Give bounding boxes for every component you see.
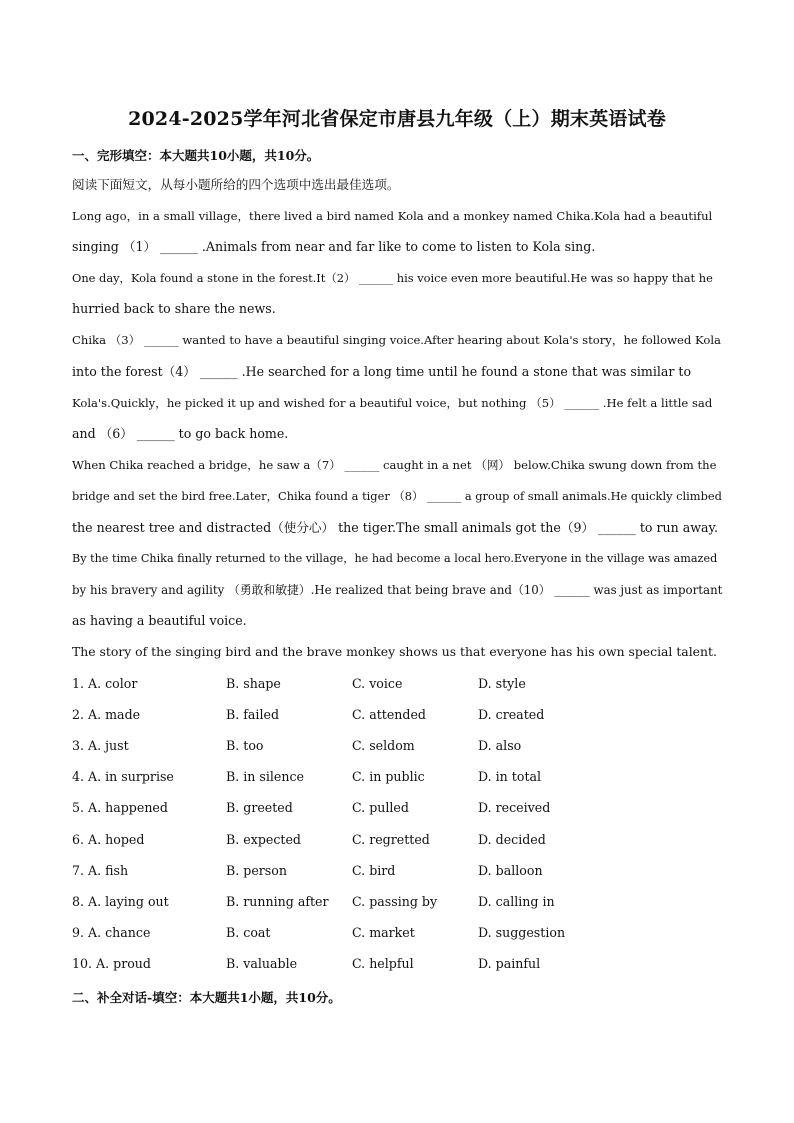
passage-line: The story of the singing bird and the brave monkey shows us that everyone has his own special talent. (72, 644, 717, 659)
option-a[interactable]: 5. A. happened (72, 800, 168, 815)
option-a[interactable]: 4. A. in surprise (72, 769, 174, 784)
passage-line: Long ago，in a small village，there lived a bird named Kola and a monkey named Chika.Kola had a beautiful (72, 209, 713, 223)
option-b[interactable]: B. valuable (226, 956, 298, 971)
question-options (72, 863, 722, 879)
passage-line: bridge and set the bird free.Later，Chika found a tiger （8） ______ a group of small animals.He quickly climbed (72, 489, 722, 503)
question-options (72, 832, 722, 848)
option-d[interactable]: D. created (478, 707, 545, 722)
option-b[interactable]: B. expected (226, 832, 301, 847)
passage-line: the nearest tree and distracted（使分心） the tiger.The small animals got the（9） ______ to run away. (72, 520, 718, 535)
option-a[interactable]: 8. A. laying out (72, 894, 169, 909)
option-b[interactable]: B. greeted (226, 800, 293, 815)
option-d[interactable]: D. balloon (478, 863, 543, 878)
question-options (72, 676, 722, 692)
passage-line: into the forest（4） ______ .He searched for a long time until he found a stone that was similar to (72, 364, 692, 379)
option-a[interactable]: 6. A. hoped (72, 832, 145, 847)
question-options (72, 800, 722, 816)
passage-line: by his bravery and agility （勇敢和敏捷）.He realized that being brave and（10） ______ was just as important (72, 583, 723, 597)
option-c[interactable]: C. attended (352, 707, 426, 722)
passage-line: as having a beautiful voice. (72, 613, 247, 628)
passage-line: singing （1） ______ .Animals from near and far like to come to listen to Kola sing. (72, 239, 596, 254)
option-c[interactable]: C. seldom (352, 738, 415, 753)
passage-line: hurried back to share the news. (72, 301, 276, 316)
option-c[interactable]: C. voice (352, 676, 403, 691)
passage-line: One day，Kola found a stone in the forest.It（2） ______ his voice even more beautiful.He was so happy that he (72, 271, 713, 285)
question-options (72, 707, 722, 723)
option-c[interactable]: C. regretted (352, 832, 430, 847)
option-d[interactable]: D. received (478, 800, 551, 815)
question-options (72, 925, 722, 941)
option-c[interactable]: C. passing by (352, 894, 438, 909)
option-b[interactable]: B. shape (226, 676, 281, 691)
option-d[interactable]: D. suggestion (478, 925, 566, 940)
section-1-heading: 一、完形填空：本大题共10小题，共10分。 (72, 148, 320, 163)
passage-line: and （6） ______ to go back home. (72, 426, 289, 441)
option-d[interactable]: D. style (478, 676, 526, 691)
question-options (72, 769, 722, 785)
passage-line: When Chika reached a bridge，he saw a（7） ______ caught in a net （网） below.Chika swung down from the (72, 458, 717, 472)
option-c[interactable]: C. pulled (352, 800, 409, 815)
option-d[interactable]: D. calling in (478, 894, 555, 909)
option-c[interactable]: C. in public (352, 769, 425, 784)
option-a[interactable]: 2. A. made (72, 707, 141, 722)
option-c[interactable]: C. market (352, 925, 415, 940)
option-c[interactable]: C. bird (352, 863, 396, 878)
option-d[interactable]: D. in total (478, 769, 542, 784)
option-d[interactable]: D. painful (478, 956, 541, 971)
option-b[interactable]: B. running after (226, 894, 329, 909)
passage-line: Chika （3） ______ wanted to have a beautiful singing voice.After hearing about Kola's story，he followed Kola (72, 333, 721, 347)
option-d[interactable]: D. also (478, 738, 522, 753)
option-b[interactable]: B. person (226, 863, 287, 878)
option-a[interactable]: 9. A. chance (72, 925, 151, 940)
question-options (72, 956, 722, 972)
passage-line: Kola's.Quickly，he picked it up and wished for a beautiful voice，but nothing （5） ______ .He felt a little sad (72, 396, 713, 410)
option-d[interactable]: D. decided (478, 832, 546, 847)
section-2-heading: 二、补全对话-填空：本大题共1小题，共10分。 (72, 990, 341, 1005)
option-b[interactable]: B. in silence (226, 769, 304, 784)
option-b[interactable]: B. coat (226, 925, 271, 940)
option-a[interactable]: 3. A. just (72, 738, 129, 753)
passage-line: By the time Chika finally returned to the village，he had become a local hero.Everyone in the village was amazed (72, 552, 718, 565)
option-c[interactable]: C. helpful (352, 956, 414, 971)
option-a[interactable]: 10. A. proud (72, 956, 151, 971)
option-a[interactable]: 1. A. color (72, 676, 138, 691)
option-b[interactable]: B. too (226, 738, 264, 753)
option-a[interactable]: 7. A. fish (72, 863, 129, 878)
option-b[interactable]: B. failed (226, 707, 280, 722)
question-options (72, 894, 722, 910)
page-title: 2024-2025学年河北省保定市唐县九年级（上）期末英语试卷 (128, 108, 666, 130)
instruction: 阅读下面短文，从每小题所给的四个选项中选出最佳选项。 (72, 177, 400, 192)
question-options (72, 738, 722, 754)
